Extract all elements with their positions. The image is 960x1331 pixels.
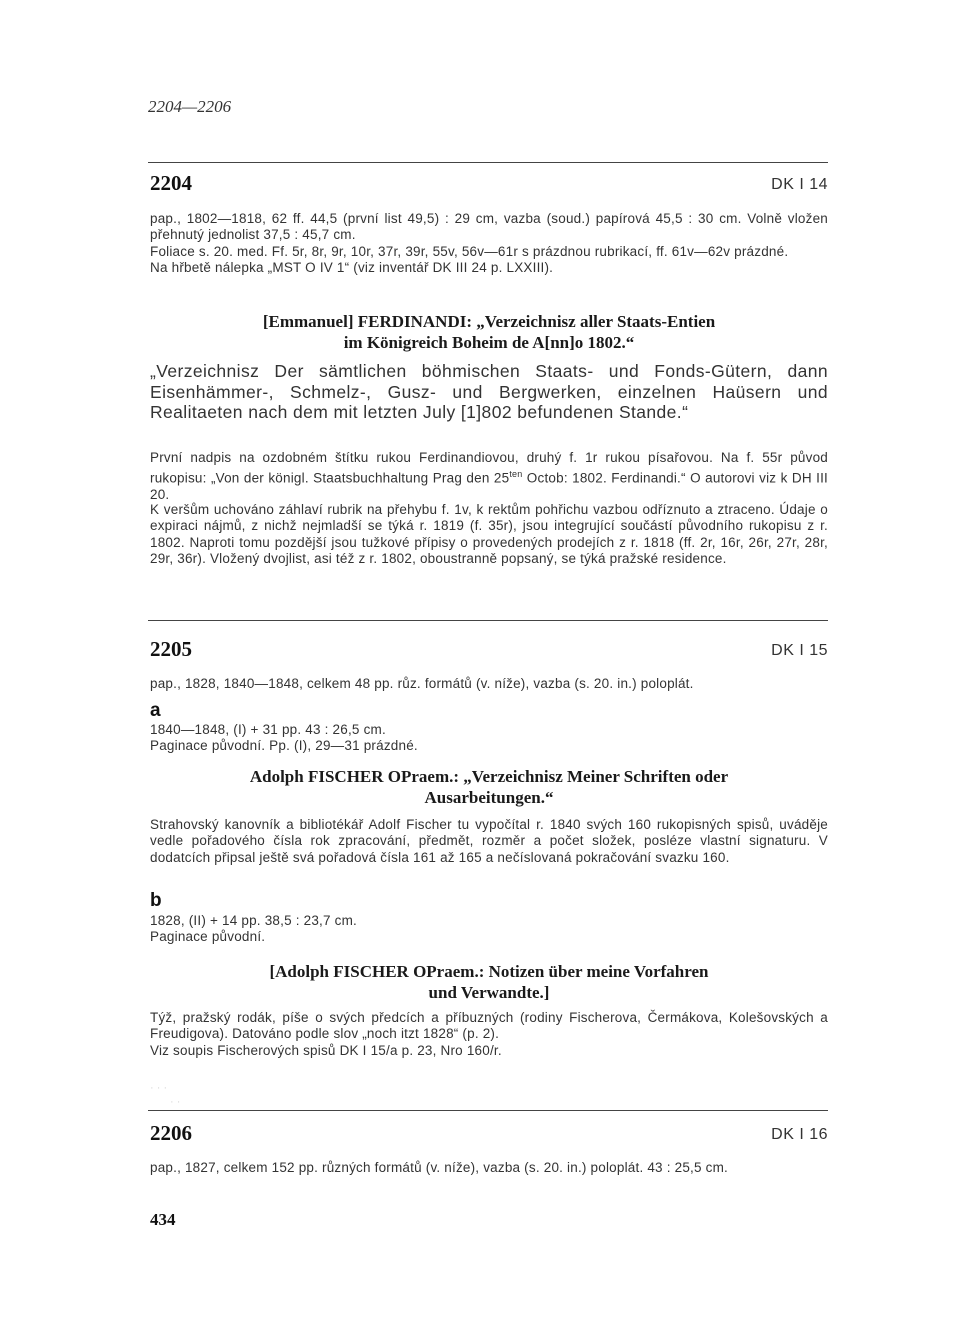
entry-description: pap., 1827, celkem 152 pp. různých formátů (v. níže), vazba (s. 20. in.) poloplát. 43 : 25,5 cm. bbox=[150, 1160, 728, 1175]
description-line: Foliace s. 20. med. Ff. 5r, 8r, 9r, 10r, 37r, 39r, 55v, 56v—61r s prázdnou rubrikací, ff. 61v—62v prázdné. bbox=[150, 243, 789, 259]
part-description bbox=[150, 913, 828, 946]
part-label: a bbox=[150, 700, 161, 721]
description-line: Paginace původní. Pp. (I), 29—31 prázdné. bbox=[150, 738, 418, 754]
entry-signature: DK I 16 bbox=[771, 1126, 828, 1143]
description-line: 1840—1848, (I) + 31 pp. 43 : 26,5 cm. bbox=[150, 722, 386, 737]
description-line: pap., 1802—1818, 62 ff. 44,5 (první list 49,5) : 29 cm, vazba (soud.) papírová 45,5 : 30 cm. Volně vložen přehnutý jednolist 37,5 : 45,7 cm. bbox=[150, 211, 828, 243]
title-line: Adolph FISCHER OPraem.: „Verzeichnisz Meiner Schriften oder bbox=[249, 767, 729, 786]
entry-signature: DK I 14 bbox=[771, 176, 828, 193]
work-title bbox=[150, 311, 828, 353]
work-title bbox=[150, 961, 828, 1003]
part-description bbox=[150, 722, 828, 755]
entry-header bbox=[150, 632, 828, 662]
entry-signature: DK I 15 bbox=[771, 642, 828, 659]
show-through-mark: · · bbox=[170, 1096, 181, 1108]
entry-number: 2204 bbox=[150, 171, 192, 195]
entry-header bbox=[150, 1116, 828, 1146]
entry-note bbox=[150, 450, 828, 504]
entry-note: Strahovský kanovník a bibliotékář Adolf Fischer tu vypočítal r. 1840 svých 160 rukopisných spisů, uváděje vedle pořadového čísla rok zpracování, předmět, rozměr a počet složek, posléze vlastní signaturu. V dodatcích připsal ještě svá pořadová čísla 161 až 165 a nečíslovaná pokračování svazku 160. bbox=[150, 817, 828, 865]
note-superscript: ten bbox=[509, 469, 523, 480]
note-line: Viz soupis Fischerových spisů DK I 15/a p. 23, Nro 160/r. bbox=[150, 1042, 502, 1058]
part-label: b bbox=[150, 890, 162, 911]
entry-number: 2206 bbox=[150, 1121, 192, 1145]
work-title bbox=[150, 766, 828, 808]
description-line: Paginace původní. bbox=[150, 929, 266, 945]
quoted-title: „Verzeichnisz Der sämtlichen böhmischen Staats- und Fonds-Gütern, dann Eisenhämmer-, Schmelz-, Gusz- und Bergwerken, einzelnen Haüsern und Realitaeten nach dem mit letzten July [1]802 befundenen Stande.“ bbox=[150, 361, 828, 422]
title-line: im Königreich Boheim de A[nn]o 1802.“ bbox=[343, 333, 635, 352]
section-divider bbox=[148, 1110, 828, 1111]
note-text: První nadpis na ozdobném štítku rukou Ferdinandiovou, druhý f. 1r rukou písařovou. Na f. 55r původ rukopisu: „Von der königl. Staatsbuchhaltung Prag den 25 bbox=[150, 450, 828, 486]
description-line: 1828, (II) + 14 pp. 38,5 : 23,7 cm. bbox=[150, 913, 357, 928]
entry-note: K veršům uchováno záhlaví rubrik na přehybu f. 1v, k rektům pohřichu vazbou odříznuto a ztraceno. Údaje o expiraci nájmů, z nichž nejmladší se týká r. 1819 (f. 35r), jsou integrující součástí původního rukopisu z r. 1802. Naproti tomu pozdější jsou tužkové přípisy o provedených prodejích z r. 1818 (ff. 2r, 16r, 26r, 27r, 28r, 29r, 36r). Vložený dvojlist, asi též z r. 1802, oboustranně popsaný, se týká pražské residence. bbox=[150, 502, 828, 567]
title-line: Ausarbeitungen.“ bbox=[424, 788, 554, 807]
section-divider bbox=[148, 620, 828, 621]
title-line: [Adolph FISCHER OPraem.: Notizen über meine Vorfahren bbox=[269, 962, 709, 981]
entry-description bbox=[150, 211, 828, 277]
section-divider bbox=[148, 162, 828, 163]
title-line: [Emmanuel] FERDINANDI: „Verzeichnisz aller Staats-Entien bbox=[262, 312, 716, 331]
page-number: 434 bbox=[150, 1210, 176, 1229]
entry-number: 2205 bbox=[150, 637, 192, 661]
entry-note bbox=[150, 1010, 828, 1059]
running-head: 2204—2206 bbox=[148, 97, 232, 116]
description-line: Na hřbetě nálepka „MST O IV 1“ (viz inventář DK III 24 p. LXXIII). bbox=[150, 260, 554, 276]
show-through-mark: · · · bbox=[150, 1082, 168, 1094]
title-line: und Verwandte.] bbox=[428, 983, 550, 1002]
entry-description: pap., 1828, 1840—1848, celkem 48 pp. růz. formátů (v. níže), vazba (s. 20. in.) poloplát. bbox=[150, 676, 694, 691]
note-text: Octob: 1802. Ferdinandi.“ O autorovi viz k DH III 20. bbox=[150, 470, 829, 503]
note-line: Týž, pražský rodák, píše o svých předcích a příbuzných (rodiny Fischerova, Čermákova, Kolešovských a Freudigova). Datováno podle slov „noch itzt 1828“ (p. 2). bbox=[150, 1010, 828, 1042]
entry-header bbox=[150, 166, 828, 196]
